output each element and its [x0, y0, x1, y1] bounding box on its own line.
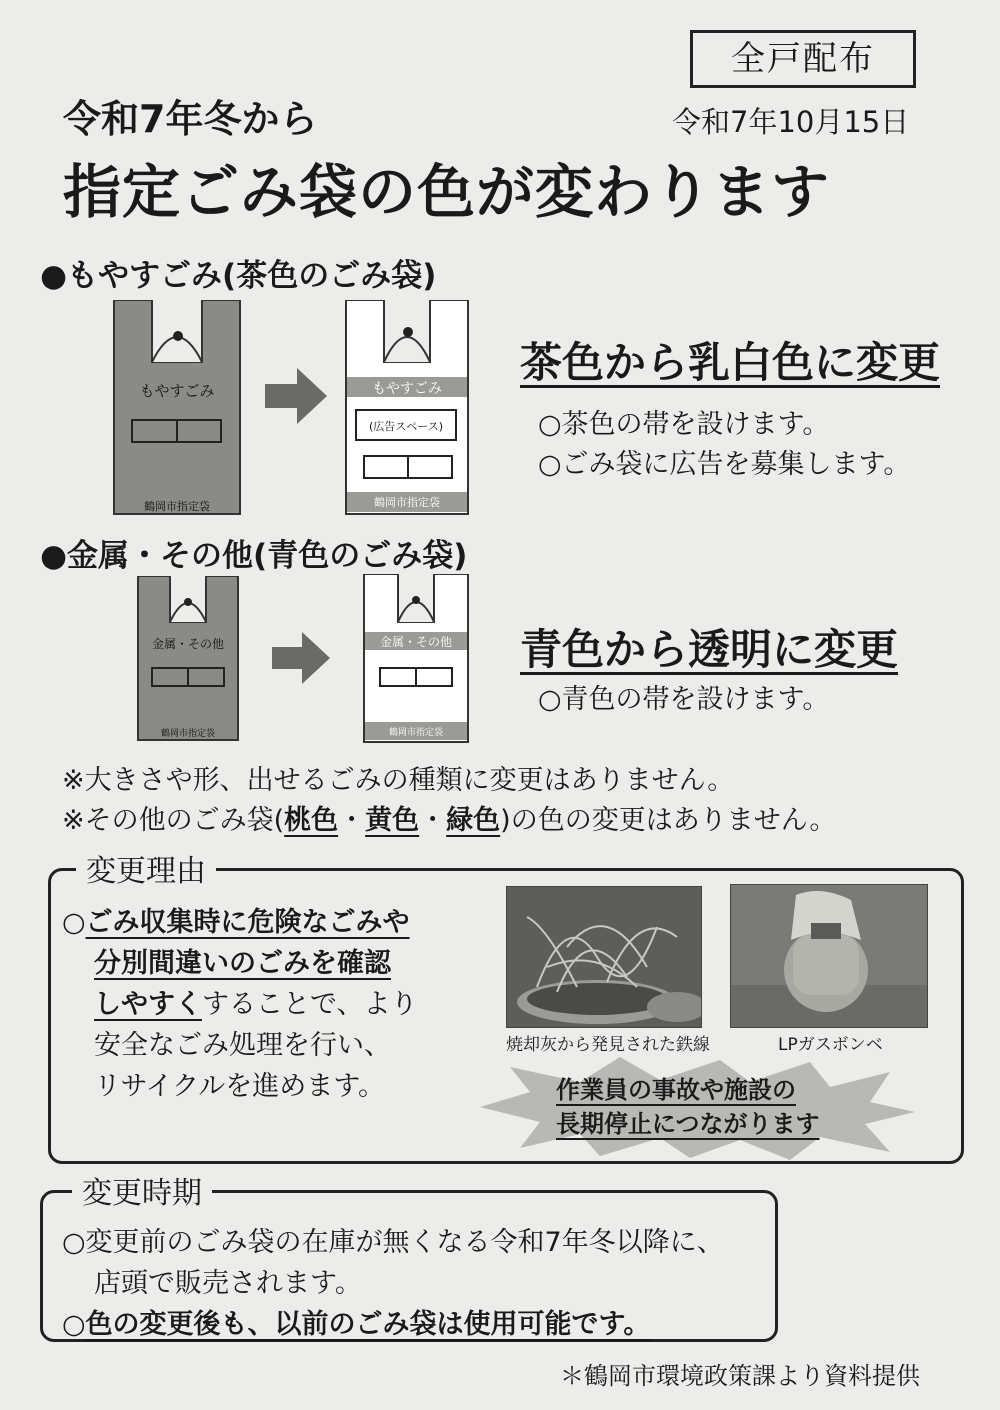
metal-heading: ●金属・その他(青色のごみ袋)	[40, 538, 468, 574]
old-burnable-bag-footer: 鶴岡市指定袋	[144, 500, 210, 513]
lp-gas-caption: LPガスボンベ	[778, 1035, 883, 1055]
burnable-bullet-2: ○ごみ袋に広告を募集します。	[538, 449, 911, 480]
new-burnable-bag-illustration	[344, 300, 470, 516]
note-2: ※その他のごみ袋(桃色・黄色・緑色)の色の変更はありません。	[62, 805, 837, 836]
arrow-right-icon	[265, 368, 327, 424]
burnable-heading: ●もやすごみ(茶色のごみ袋)	[40, 258, 437, 294]
color-peach: 桃色	[284, 805, 339, 836]
new-metal-bag-illustration	[362, 574, 470, 744]
metal-bullet-1: ○青色の帯を設けます。	[538, 684, 830, 715]
burnable-change-title: 茶色から乳白色に変更	[520, 338, 941, 387]
page-title: 指定ごみ袋の色が変わります	[63, 158, 831, 226]
timing-text: ○変更前のごみ袋の在庫が無くなる令和7年冬以降に、 店頭で販売されます。 ○色の変更後も、以前のごみ袋は使用可能です。	[62, 1227, 724, 1340]
reason-text: ○ごみ収集時に危険なごみや 分別間違いのごみを確認 しやすくすることで、より 安全なごみ処理を行い、 リサイクルを進めます。	[62, 907, 418, 1102]
new-burnable-bag-label: もやすごみ	[372, 381, 442, 397]
old-metal-bag-label: 金属・その他	[151, 637, 225, 651]
note-1: ※大きさや形、出せるごみの種類に変更はありません。	[62, 765, 735, 796]
ad-space-label: (広告スペース)	[368, 420, 444, 433]
color-yellow: 黄色	[365, 805, 420, 836]
new-metal-bag-footer: 鶴岡市指定袋	[388, 728, 444, 738]
old-metal-bag-illustration	[136, 576, 240, 742]
old-burnable-bag-illustration	[112, 300, 242, 516]
metal-change-title: 青色から透明に変更	[520, 625, 899, 674]
new-metal-bag-label: 金属・その他	[379, 635, 453, 649]
new-burnable-bag-footer: 鶴岡市指定袋	[374, 496, 440, 509]
iron-wire-caption: 焼却灰から発見された鉄線	[506, 1035, 710, 1055]
arrow-right-icon	[272, 632, 330, 684]
burnable-bullet-1: ○茶色の帯を設けます。	[538, 409, 830, 440]
warning-text: 作業員の事故や施設の 長期停止につながります	[556, 1076, 820, 1138]
old-metal-bag-footer: 鶴岡市指定袋	[160, 729, 216, 739]
reason-label: 変更理由	[76, 846, 216, 890]
issue-date: 令和7年10月15日	[672, 105, 910, 139]
old-burnable-bag-label: もやすごみ	[139, 382, 215, 400]
lp-gas-cylinder-photo	[730, 884, 928, 1028]
title-line-1: 令和7年冬から	[63, 97, 318, 141]
distribution-badge: 全戸配布	[690, 30, 916, 88]
credit-note: ＊鶴岡市環境政策課より資料提供	[560, 1362, 920, 1390]
color-green: 緑色	[446, 805, 501, 836]
timing-label: 変更時期	[72, 1168, 212, 1212]
iron-wire-photo	[506, 886, 702, 1028]
